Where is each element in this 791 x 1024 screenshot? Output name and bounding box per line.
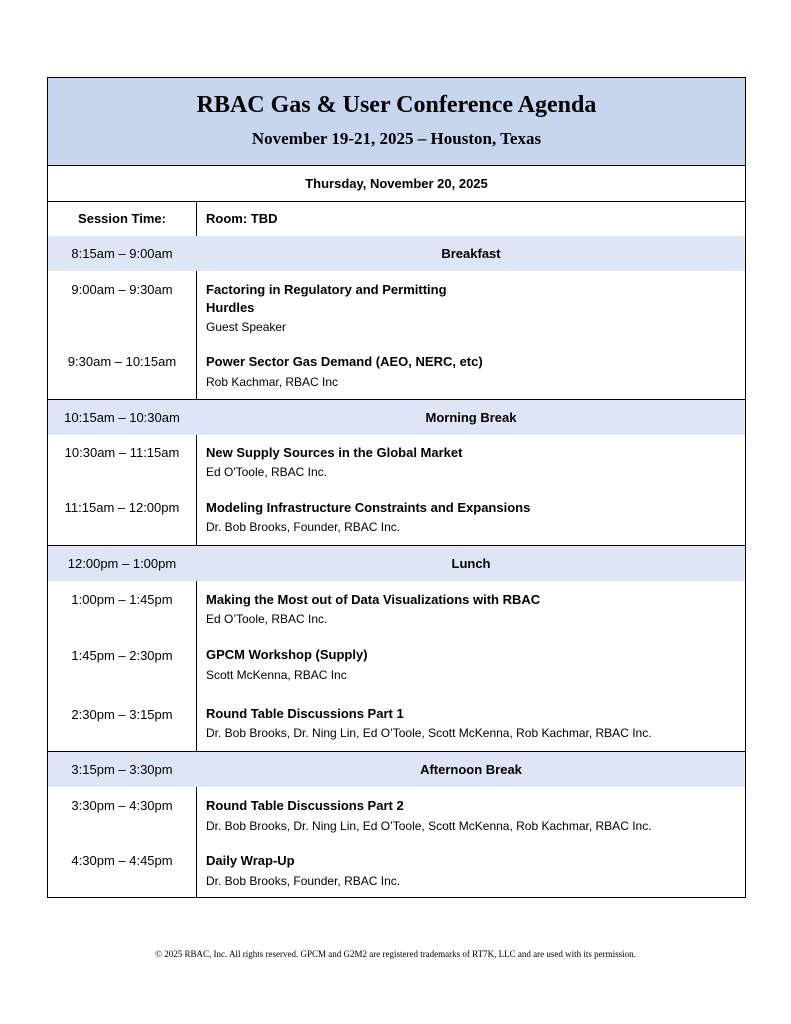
session-speaker: Dr. Bob Brooks, Founder, RBAC Inc. (206, 520, 401, 534)
session-speaker: Dr. Bob Brooks, Dr. Ning Lin, Ed O’Toole, Scott McKenna, Rob Kachmar, RBAC Inc. (206, 819, 652, 833)
session-time: 11:15am – 12:00pm (64, 500, 180, 515)
agenda-table (47, 77, 746, 898)
session-time-header: Session Time: (78, 211, 166, 226)
break-time: 10:15am – 10:30am (64, 410, 180, 425)
break-row (48, 400, 745, 435)
page-subtitle: November 19-21, 2025 – Houston, Texas (251, 129, 542, 148)
session-speaker: Ed O’Toole, RBAC Inc. (206, 612, 328, 626)
session-time: 9:00am – 9:30am (71, 282, 173, 297)
room-header: Room: TBD (206, 211, 278, 226)
session-title: Modeling Infrastructure Constraints and Expansions (206, 500, 531, 515)
session-title: Round Table Discussions Part 2 (206, 798, 404, 813)
session-time: 3:30pm – 4:30pm (71, 798, 173, 813)
copyright-footer: © 2025 RBAC, Inc. All rights reserved. GPCM and G2M2 are registered trademarks of RT7K, LLC and are used with its permission. (155, 949, 636, 959)
break-label: Afternoon Break (420, 762, 522, 777)
session-time: 10:30am – 11:15am (64, 445, 180, 460)
break-label: Lunch (451, 556, 491, 571)
session-title: Making the Most out of Data Visualizations with RBAC (206, 592, 541, 607)
session-speaker: Guest Speaker (206, 320, 287, 334)
session-title: Daily Wrap-Up (206, 853, 295, 868)
break-row (48, 236, 745, 271)
session-title: Factoring in Regulatory and Permitting Hurdles (206, 282, 447, 315)
session-speaker: Dr. Bob Brooks, Founder, RBAC Inc. (206, 874, 401, 888)
session-title: GPCM Workshop (Supply) (206, 647, 368, 662)
page-title: RBAC Gas & User Conference Agenda (196, 92, 597, 118)
break-time: 8:15am – 9:00am (71, 246, 173, 261)
session-speaker: Dr. Bob Brooks, Dr. Ning Lin, Ed O’Toole, Scott McKenna, Rob Kachmar, RBAC Inc. (206, 726, 652, 740)
agenda-header (48, 78, 745, 166)
break-time: 3:15pm – 3:30pm (71, 762, 173, 777)
session-speaker: Scott McKenna, RBAC Inc (206, 668, 347, 682)
session-time: 1:45pm – 2:30pm (71, 648, 173, 663)
session-speaker: Ed O'Toole, RBAC Inc. (206, 465, 328, 479)
break-label: Morning Break (425, 410, 517, 425)
break-row (48, 752, 745, 787)
break-label: Breakfast (441, 246, 501, 261)
session-time: 2:30pm – 3:15pm (71, 707, 173, 722)
break-time: 12:00pm – 1:00pm (67, 556, 177, 571)
session-title: Round Table Discussions Part 1 (206, 706, 404, 721)
session-time: 9:30am – 10:15am (67, 354, 177, 369)
session-title: Power Sector Gas Demand (AEO, NERC, etc) (206, 354, 483, 369)
day-heading: Thursday, November 20, 2025 (48, 166, 745, 202)
session-time: 4:30pm – 4:45pm (71, 853, 173, 868)
session-time: 1:00pm – 1:45pm (71, 592, 173, 607)
session-speaker: Rob Kachmar, RBAC Inc (206, 375, 339, 389)
break-row (48, 546, 745, 581)
session-title: New Supply Sources in the Global Market (206, 445, 463, 460)
